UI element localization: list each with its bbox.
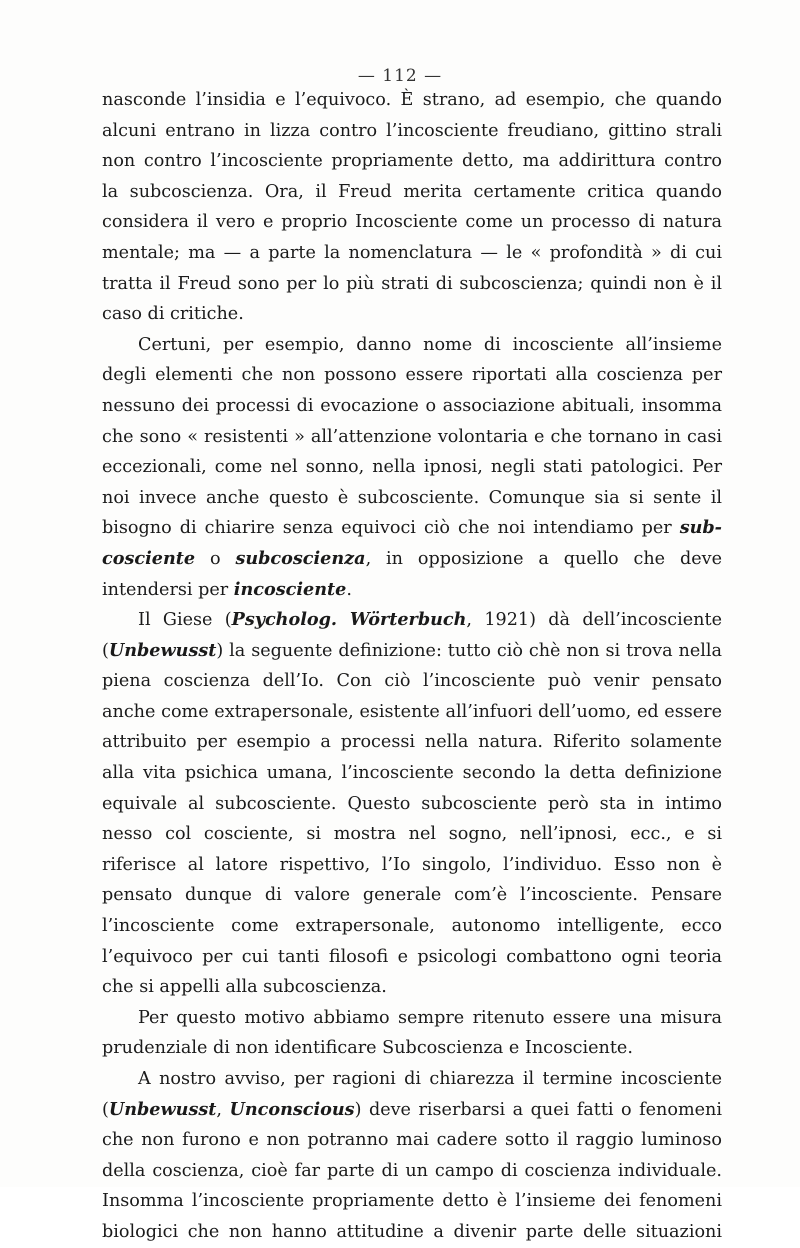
text-run: ) la seguente definizione: tutto ciò chè non si trova nella piena coscienza dell’Io. Con ciò l’incosciente può venir pensato anche come extrapersonale, esistente all’infuori dell’uomo, ed essere attribuito per esempio a processi nella natura. Riferito solamente alla vita psichica umana, l’incosciente secondo la detta definizione equivale al subcosciente. Questo subcosciente però sta in intimo nesso col cosciente, si mostra nel sogno, nell’ipnosi, ecc., e si riferisce al latore rispettivo, l’Io singolo, l’individuo. Esso non è pensato dunque di valore generale com’è l’incosciente. Pensare l’incosciente come extrapersonale, autonomo intelligente, ecco l’equivoco per cui tanti filosofi e psicologi combattono ogni teoria che si appelli alla subcoscienza. <box>102 640 722 998</box>
text-run: , 1921) dà dell’incosciente ( <box>102 610 722 661</box>
body-text <box>102 85 722 1248</box>
italic-term: Unconscious <box>229 1098 355 1120</box>
text-run: o <box>195 548 236 569</box>
italic-term: sub-cosciente <box>102 517 722 569</box>
text-run: , <box>216 1099 230 1120</box>
text-run: ) deve riserbarsi a quei fatti o fenomeni che non furono e non potranno mai cadere sotto il raggio luminoso della coscienza, cioè far parte di un campo di coscienza individuale. Insomma l’incosciente propriamente detto è l’insieme dei fenomeni biologici che non hanno attitudine a divenir parte delle situazioni <box>102 1099 722 1242</box>
text-run: A nostro avviso, per ragioni di chiarezza il termine incosciente ( <box>102 1069 722 1120</box>
page-number: — 112 — <box>357 66 443 86</box>
italic-term: Unbewusst <box>108 639 217 661</box>
italic-term: Psycholog. Wörterbuch <box>231 609 467 631</box>
italic-term: subcoscienza <box>235 547 366 569</box>
paragraph-4 <box>102 1003 722 1064</box>
paragraph-3 <box>102 605 722 1003</box>
paragraph-1 <box>102 85 722 330</box>
italic-term: Unbewusst <box>108 1098 217 1120</box>
text-run: , in opposizione a quello che deve intendersi per <box>102 548 722 600</box>
text-run: Per questo motivo abbiamo sempre ritenuto essere una misura prudenziale di non identificare Subcoscienza e Incosciente. <box>102 1007 722 1059</box>
text-run: nasconde l’insidia e l’equivoco. È strano, ad esempio, che quando alcuni entrano in lizza contro l’incosciente freudiano, gittino strali non contro l’incosciente propriamente detto, ma addirittura contro la subcoscienza. Ora, il Freud merita certamente critica quando considera il vero e proprio Incosciente come un processo di natura mentale; ma — a parte la nomenclatura — le « profondità » di cui tratta il Freud sono per lo più strati di subcoscienza; quindi non è il caso di critiche. <box>102 90 722 325</box>
italic-term: incosciente <box>233 578 347 600</box>
paragraph-2 <box>102 330 722 605</box>
paragraph-5 <box>102 1064 722 1248</box>
text-run: Il Giese ( <box>138 610 232 631</box>
text-run: . <box>346 579 352 600</box>
text-run: Certuni, per esempio, danno nome di incosciente all’insieme degli elementi che non possono essere riportati alla coscienza per nessuno dei processi di evocazione o associazione abituali, insomma che sono « resistenti » all’attenzione volontaria e che tornano in casi eccezionali, come nel sonno, nella ipnosi, negli stati patologici. Per noi invece anche questo è subcosciente. Comunque sia si sente il bisogno di chiarire senza equivoci ciò che noi intendiamo per <box>102 334 722 539</box>
